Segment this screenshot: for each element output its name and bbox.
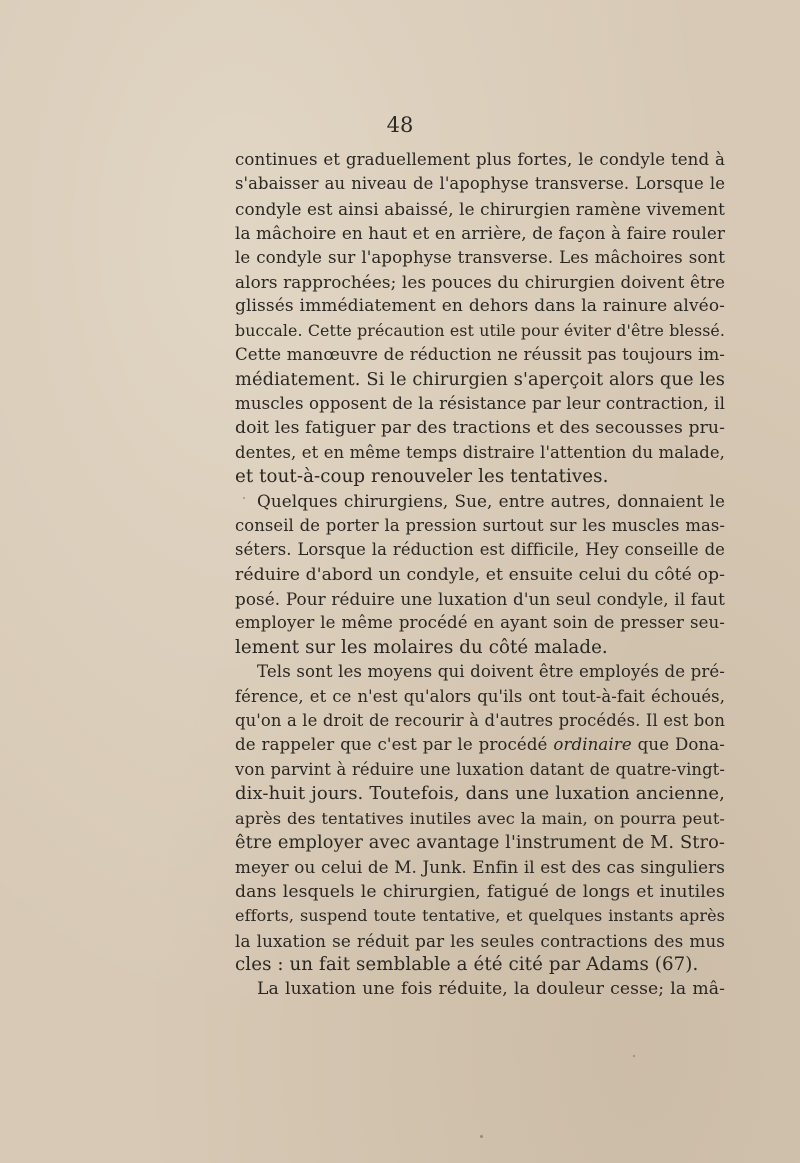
text-line: conseil de porter la pression surtout sur les muscles mas- [235,515,725,535]
text-line: séters. Lorsque la réduction est difficile, Hey conseille de [235,540,725,560]
text-line: employer le même procédé en ayant soin de presser seu- [235,613,725,633]
text-line: après des tentatives inutiles avec la main, on pourra peut- [235,808,725,828]
text-line: dans lesquels le chirurgien, fatigué de longs et inutiles [235,881,725,902]
text-line: muscles opposent de la résistance par leur contraction, il [235,393,725,413]
text-fragment: que Dona- [631,735,725,755]
text-line: médiatement. Si le chirurgien s'aperçoit alors que les [235,368,725,390]
text-line: le condyle sur l'apophyse transverse. Les mâchoires sont [235,247,725,267]
paper-speck [633,1055,635,1057]
text-line: la luxation se réduit par les seules contractions des mus [235,930,725,951]
text-line: condyle est ainsi abaissé, le chirurgien ramène vivement [235,198,725,219]
text-line: efforts, suspend toute tentative, et quelques instants après [235,906,725,926]
text-line: la mâchoire en haut et en arrière, de façon à faire rouler [235,223,725,244]
text-line: cles : un fait semblable a été cité par Adams (67). [235,953,699,975]
text-line: Quelques chirurgiens, Sue, entre autres, donnaient le [257,491,725,512]
paper-speck [480,1135,483,1138]
text-line: alors rapprochées; les pouces du chirurgien doivent être [235,271,725,292]
text-line: von parvint à réduire une luxation datant de quatre-vingt- [235,759,725,779]
text-line: buccale. Cette précaution est utile pour éviter d'être blessé. [235,320,725,340]
text-line: glissés immédiatement en dehors dans la rainure alvéo- [235,296,725,317]
text-line: réduire d'abord un condyle, et ensuite celui du côté op- [235,564,725,585]
text-line: qu'on a le droit de recourir à d'autres procédés. Il est bon [235,710,725,730]
text-line: continues et graduellement plus fortes, le condyle tend à [235,150,725,169]
text-fragment: de rappeler que c'est par le procédé [235,735,554,755]
text-line: meyer ou celui de M. Junk. Enfin il est des cas singuliers [235,857,725,878]
text-line: férence, et ce n'est qu'alors qu'ils ont tout-à-fait échoués, [235,686,725,706]
page-number: 48 [386,113,414,137]
text-line: dix-huit jours. Toutefois, dans une luxation ancienne, [235,783,725,805]
text-line: La luxation une fois réduite, la douleur cesse; la mâ- [257,979,725,1000]
text-line: doit les fatiguer par des tractions et des secousses pru- [235,418,725,439]
text-line: être employer avec avantage l'instrument de M. Stro- [235,831,725,853]
text-line: et tout-à-coup renouveler les tentatives. [235,466,609,488]
text-line: Tels sont les moyens qui doivent être employés de pré- [257,662,725,682]
text-line: posé. Pour réduire une luxation d'un seul condyle, il faut [235,589,725,610]
text-line: lement sur les molaires du côté malade. [235,636,608,658]
body-text [235,148,725,1002]
paper-speck [243,497,245,499]
text-line: s'abaisser au niveau de l'apophyse transverse. Lorsque le [235,174,725,194]
text-line: Cette manœuvre de réduction ne réussit pas toujours im- [235,345,725,365]
text-line [235,733,725,757]
italic-word: ordinaire [553,735,632,755]
text-line: dentes, et en même temps distraire l'attention du malade, [235,442,725,462]
